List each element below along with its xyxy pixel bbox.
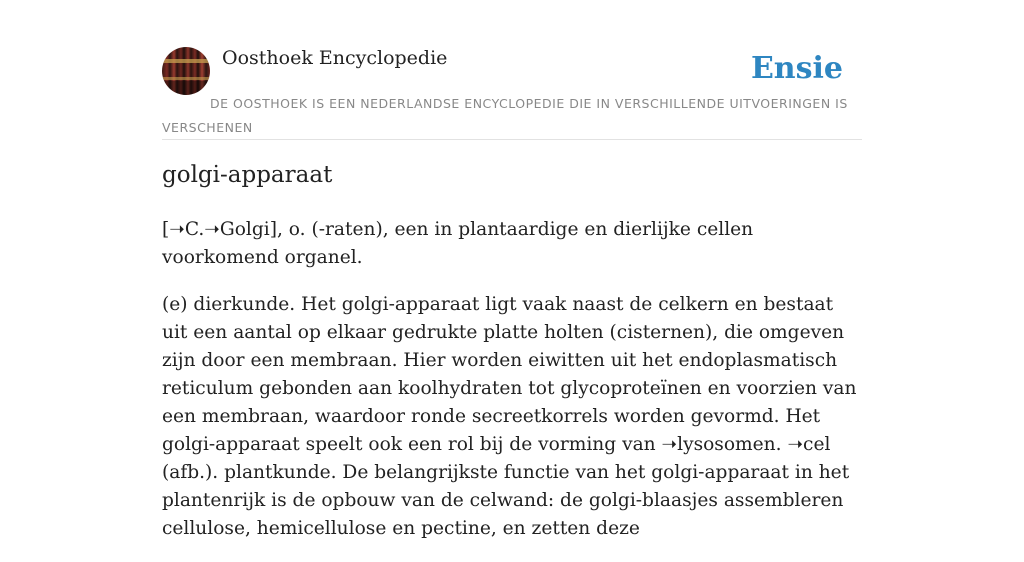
entry-definition: [➝C.➝Golgi], o. (-raten), een in plantaardige en dierlijke cellen voorkomend organel.: [162, 219, 754, 268]
site-tagline: DE OOSTHOEK IS EEN NEDERLANDSE ENCYCLOPEDIE DIE IN VERSCHILLENDE UITVOERINGEN IS VERSCHENEN: [162, 96, 848, 135]
site-title[interactable]: Oosthoek Encyclopedie: [222, 47, 448, 69]
entry-body-paragraph: (e) dierkunde. Het golgi-apparaat ligt vaak naast de celkern en bestaat uit een aantal op elkaar gedrukte platte holten (cisternen), die omgeven zijn door een membraan. Hier worden eiwitten uit het endoplasmatisch reticulum gebonden aan koolhydraten tot glycoproteïnen en voorzien van een membraan, waardoor ronde secreetkorrels worden gevormd. Het golgi-apparaat speelt ook een rol bij de vorming van ➝lysosomen. ➝cel (afb.). plantkunde. De belangrijkste functie van het golgi-apparaat in het plantenrijk is de opbouw van de celwand: de golgi-blaasjes assembleren cellulose, hemicellulose en pectine, en zetten deze: [162, 294, 857, 539]
encyclopedia-books-logo[interactable]: [162, 47, 210, 95]
entry-content: [162, 216, 862, 562]
header-divider: [162, 139, 862, 140]
ensie-brand-link[interactable]: Ensie: [750, 51, 843, 86]
entry-title: golgi-apparaat: [162, 162, 333, 188]
